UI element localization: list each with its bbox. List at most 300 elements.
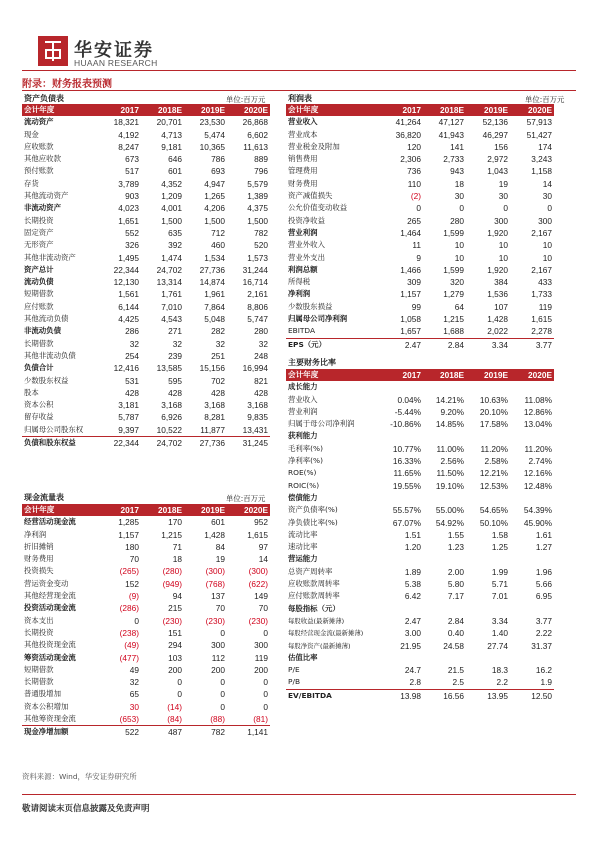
row-label: 负债和股东权益 [22, 437, 98, 450]
cell-value: 119 [254, 652, 268, 663]
cell-value: 673 [125, 154, 139, 165]
row-label: EV/EBITDA [286, 689, 380, 702]
cell-value: 286 [125, 326, 139, 337]
cell-value: 1,500 [204, 215, 225, 226]
table-row [22, 165, 270, 177]
row-label: 预付账款 [24, 166, 54, 176]
cell-value: 6,602 [247, 129, 268, 140]
cell-value: (230) [162, 615, 182, 626]
cell-value: 22,344 [113, 264, 139, 275]
cell-value: 1,389 [247, 191, 268, 202]
cell-value: 428 [168, 387, 182, 398]
row-label: 长期借款 [24, 338, 54, 348]
cell-value: 13,314 [156, 277, 182, 288]
cell-value: 10.77% [392, 443, 421, 454]
cell-value: 300 [538, 215, 552, 226]
cell-value: 32 [215, 338, 225, 349]
cell-value: 49 [129, 664, 139, 675]
table-row [286, 202, 554, 214]
cell-value: 782 [184, 726, 227, 739]
column-header-label: 会计年度 [286, 369, 380, 381]
cell-value: 13.04% [523, 419, 552, 430]
table-row [286, 129, 554, 141]
row-label: 其他应收款 [24, 154, 61, 164]
cell-value: 107 [494, 301, 508, 312]
cell-value: 8,806 [247, 301, 268, 312]
balance-sheet-table [22, 104, 270, 449]
cell-value: 0 [220, 689, 225, 700]
cell-value: 174 [538, 141, 552, 152]
cell-value: 1,961 [204, 289, 225, 300]
cell-value: 3.34 [466, 338, 510, 351]
cell-value [510, 603, 554, 615]
cell-value: 4,192 [118, 129, 139, 140]
cell-value [380, 652, 423, 664]
cell-value: 1,466 [400, 264, 421, 275]
cell-value: 300 [494, 215, 508, 226]
cell-value: 460 [211, 240, 225, 251]
cell-value: 149 [254, 591, 268, 602]
cell-value: 4,713 [161, 129, 182, 140]
cell-value: 8,281 [204, 412, 225, 423]
cell-value: 10 [542, 252, 552, 263]
table-row [22, 529, 270, 541]
cell-value [466, 553, 510, 565]
cell-value: 12.21% [479, 468, 508, 479]
cell-value: 635 [168, 227, 182, 238]
cell-value: 97 [258, 541, 268, 552]
cell-value: 1,428 [487, 314, 508, 325]
income-statement-unit: 单位:百万元 [525, 95, 565, 104]
cell-value: 151 [168, 627, 182, 638]
cell-value: 5,579 [247, 178, 268, 189]
source-note: 资料来源：Wind，华安证券研究所 [22, 772, 137, 781]
column-header-year: 2020E [227, 504, 270, 516]
cell-value: 384 [494, 277, 508, 288]
cell-value: 1.23 [447, 542, 464, 553]
column-header-year: 2018E [423, 104, 466, 116]
cell-value: 3,243 [531, 154, 552, 165]
cashflow-title: 现金流量表 [24, 493, 64, 502]
cell-value: (230) [205, 615, 225, 626]
cell-value: 18 [172, 554, 182, 565]
cell-value: 41,943 [438, 129, 464, 140]
row-label: 资本支出 [24, 615, 54, 625]
table-row [22, 615, 270, 627]
cell-value: 10.63% [479, 394, 508, 405]
cell-value: 36,820 [395, 129, 421, 140]
row-label: 投资净收益 [288, 215, 325, 225]
column-header-year: 2017 [98, 504, 141, 516]
cell-value: 31.37 [531, 640, 552, 651]
row-label: ROIC(%) [288, 480, 320, 490]
cell-value: 736 [407, 166, 421, 177]
table-row [22, 252, 270, 264]
row-label: 财务费用 [288, 178, 318, 188]
row-label: 流动负债 [24, 277, 54, 287]
cell-value: 4,375 [247, 203, 268, 214]
table-row [22, 437, 270, 450]
table-row [22, 313, 270, 325]
row-label: 归属于母公司净利润 [288, 419, 355, 429]
row-label: 投资损失 [24, 566, 54, 576]
cell-value: 2.74% [528, 456, 552, 467]
column-header-year: 2019E [466, 369, 510, 381]
cell-value: 1,657 [400, 326, 421, 337]
table-row [286, 418, 554, 430]
table-row [286, 652, 554, 664]
cell-value: 9,181 [161, 141, 182, 152]
cell-value: (14) [167, 701, 182, 712]
cell-value: 1,215 [161, 529, 182, 540]
cell-value: 280 [450, 215, 464, 226]
row-label: 营业税金及附加 [288, 141, 340, 151]
cell-value: 54.92% [435, 517, 464, 528]
cell-value: 1,058 [400, 314, 421, 325]
cell-value: 1,279 [443, 289, 464, 300]
cell-value: 55.00% [435, 505, 464, 516]
cell-value: 46,297 [482, 129, 508, 140]
row-label: 销售费用 [288, 154, 318, 164]
cell-value: 248 [254, 350, 268, 361]
cell-value: 1.27 [535, 542, 552, 553]
cell-value: 18 [454, 178, 464, 189]
cell-value: 2,278 [531, 326, 552, 337]
table-row [286, 239, 554, 251]
row-label: 流动资产 [24, 117, 54, 127]
cell-value [510, 381, 554, 393]
table-row [286, 553, 554, 565]
cell-value: 5,747 [247, 314, 268, 325]
row-label: 现金净增加额 [22, 726, 98, 739]
cell-value: 57,913 [526, 117, 552, 128]
row-label: 其他非流动负债 [24, 350, 76, 360]
cell-value: 19.10% [435, 480, 464, 491]
cell-value: 12.86% [523, 406, 552, 417]
table-row [286, 215, 554, 227]
cell-value: 601 [168, 166, 182, 177]
row-label: 所得税 [288, 277, 311, 287]
cell-value [466, 430, 510, 442]
cell-value: 10 [542, 240, 552, 251]
table-row [286, 178, 554, 190]
cell-value: 4,352 [161, 178, 182, 189]
table-row [22, 664, 270, 676]
cell-value: 1,920 [487, 264, 508, 275]
cell-value: 32 [172, 338, 182, 349]
row-label: 现金 [24, 129, 39, 139]
row-label: 长期投资 [24, 627, 54, 637]
cell-value: 0 [220, 701, 225, 712]
table-row [22, 726, 270, 739]
appendix-title: 附录：财务报表预测 [22, 79, 112, 90]
cell-value: 9.20% [440, 406, 464, 417]
cell-value: 54.39% [523, 505, 552, 516]
cell-value: 4,543 [161, 314, 182, 325]
row-label: 每股收益(最新摊薄) [288, 616, 345, 625]
table-row [22, 178, 270, 190]
cell-value: 30 [542, 191, 552, 202]
cell-value: 280 [254, 326, 268, 337]
cell-value: 3.77 [535, 615, 552, 626]
cell-value: 4,425 [118, 314, 139, 325]
cell-value: 1.51 [404, 529, 421, 540]
cell-value: (280) [162, 566, 182, 577]
cell-value: 1,474 [161, 252, 182, 263]
cell-value [423, 652, 466, 664]
cell-value: 428 [125, 387, 139, 398]
cell-value: 141 [450, 141, 464, 152]
table-row [286, 227, 554, 239]
cell-value: 300 [254, 640, 268, 651]
row-label: EBITDA [288, 326, 316, 336]
cell-value [510, 492, 554, 504]
cell-value: 522 [98, 726, 141, 739]
cell-value: 64 [454, 301, 464, 312]
cell-value: 1,500 [161, 215, 182, 226]
cell-value: (230) [248, 615, 268, 626]
row-label: 负债合计 [24, 363, 54, 373]
cell-value: 1,688 [443, 326, 464, 337]
cell-value: 2,306 [400, 154, 421, 165]
table-row [22, 288, 270, 300]
cell-value: 18,321 [113, 117, 139, 128]
row-label: 固定资产 [24, 227, 54, 237]
table-row [286, 467, 554, 479]
cell-value: 3.77 [510, 338, 554, 351]
cell-value [466, 652, 510, 664]
column-header-year: 2018E [141, 104, 184, 116]
cell-value: 22,344 [98, 437, 141, 450]
cell-value [423, 553, 466, 565]
cell-value: 5,787 [118, 412, 139, 423]
cell-value [423, 381, 466, 393]
row-label: 少数股东权益 [24, 375, 69, 385]
row-label: 筹资活动现金流 [24, 652, 76, 662]
row-label: 每股净资产(最新摊薄) [288, 641, 351, 650]
row-label: 资产负债率(%) [288, 505, 338, 515]
row-label: 管理费用 [288, 166, 318, 176]
column-header-year: 2018E [141, 504, 184, 516]
cell-value: 4,001 [161, 203, 182, 214]
table-header-row [22, 504, 270, 516]
cell-value: 1.9 [540, 677, 552, 688]
financial-ratios-table [286, 369, 554, 702]
cell-value: 1,157 [118, 529, 139, 540]
cell-value: 54.65% [479, 505, 508, 516]
cell-value: (300) [248, 566, 268, 577]
table-row [286, 492, 554, 504]
cell-value: 30 [454, 191, 464, 202]
cell-value: 14.21% [435, 394, 464, 405]
table-row [286, 480, 554, 492]
cell-value: 47,127 [438, 117, 464, 128]
table-row [22, 590, 270, 602]
cell-value [380, 553, 423, 565]
cell-value: 1,043 [487, 166, 508, 177]
cell-value: (286) [119, 603, 139, 614]
table-row [286, 116, 554, 128]
income-statement-table [286, 104, 554, 351]
cell-value: 309 [407, 277, 421, 288]
cell-value: 326 [125, 240, 139, 251]
cell-value: (84) [167, 714, 182, 725]
cell-value: 3.34 [491, 615, 508, 626]
table-row [22, 264, 270, 276]
cell-value: 782 [254, 227, 268, 238]
cell-value: 200 [254, 664, 268, 675]
cell-value: 99 [411, 301, 421, 312]
row-label: 经营活动现金流 [24, 517, 76, 527]
cell-value: 1,599 [443, 227, 464, 238]
table-row [22, 578, 270, 590]
cell-value: 1.99 [491, 566, 508, 577]
table-row [22, 541, 270, 553]
cell-value: 11,613 [243, 141, 268, 152]
cell-value: 21.95 [400, 640, 421, 651]
table-row [286, 590, 554, 602]
cell-value: 12.50 [510, 689, 554, 702]
cell-value: 1,500 [247, 215, 268, 226]
cell-value: 2.22 [535, 628, 552, 639]
row-label: 偿债能力 [288, 492, 318, 502]
row-label: 净负债比率(%) [288, 517, 338, 527]
row-label: P/B [288, 677, 301, 687]
cell-value: 31,245 [227, 437, 270, 450]
cell-value: 1,464 [400, 227, 421, 238]
cell-value: 0 [416, 203, 421, 214]
cell-value: 200 [168, 664, 182, 675]
cell-value: 119 [538, 301, 552, 312]
cell-value: 180 [125, 541, 139, 552]
cell-value: 0.04% [397, 394, 421, 405]
table-row [22, 153, 270, 165]
cell-value: 24.58 [443, 640, 464, 651]
row-label: 利润总额 [288, 264, 318, 274]
cell-value: 531 [125, 375, 139, 386]
cell-value: (49) [124, 640, 139, 651]
cell-value: 702 [211, 375, 225, 386]
table-row [22, 276, 270, 288]
row-label: 无形资产 [24, 240, 54, 250]
brand-name-cn: 华安证券 [74, 40, 154, 61]
cell-value: 71 [172, 541, 182, 552]
cell-value: 10,522 [156, 424, 182, 435]
table-row [22, 701, 270, 713]
cell-value: 1,651 [118, 215, 139, 226]
column-header-year: 2019E [184, 504, 227, 516]
table-row [286, 394, 554, 406]
cell-value: (2) [410, 191, 421, 202]
table-header-row [22, 104, 270, 116]
cell-value: 94 [172, 591, 182, 602]
cell-value: 1,573 [247, 252, 268, 263]
cashflow-table [22, 504, 270, 739]
cell-value: 903 [125, 191, 139, 202]
table-row [286, 504, 554, 516]
cell-value: 1,733 [531, 289, 552, 300]
cell-value [510, 652, 554, 664]
table-row [286, 288, 554, 300]
row-label: 短期借款 [24, 289, 54, 299]
cell-value: 1.25 [491, 542, 508, 553]
cell-value: 889 [254, 154, 268, 165]
cell-value: 3,789 [118, 178, 139, 189]
table-row [22, 190, 270, 202]
row-label: 每股指标（元） [288, 603, 340, 613]
cell-value: 14 [258, 554, 268, 565]
cell-value: 2,022 [487, 326, 508, 337]
cell-value: 4,023 [118, 203, 139, 214]
cell-value: 10 [454, 240, 464, 251]
cell-value: 520 [254, 240, 268, 251]
cell-value: 1,141 [227, 726, 270, 739]
cell-value: 8,247 [118, 141, 139, 152]
cell-value: 1,209 [161, 191, 182, 202]
table-row [286, 338, 554, 351]
cell-value: 300 [211, 640, 225, 651]
row-label: 其他投资现金流 [24, 640, 76, 650]
row-label: 折旧摊销 [24, 541, 54, 551]
table-row [22, 387, 270, 399]
cell-value: 433 [538, 277, 552, 288]
cell-value: 821 [254, 375, 268, 386]
cell-value: 3,181 [118, 400, 139, 411]
cell-value: 70 [258, 603, 268, 614]
table-row [286, 676, 554, 689]
row-label: 资产减值损失 [288, 191, 333, 201]
cell-value: 9,835 [247, 412, 268, 423]
row-label: 净利润 [288, 289, 311, 299]
table-row [286, 430, 554, 442]
balance-sheet-title: 资产负债表 [24, 94, 64, 103]
cell-value: 1,428 [204, 529, 225, 540]
cell-value: 1.89 [404, 566, 421, 577]
cell-value: 9 [416, 252, 421, 263]
cell-value: 70 [129, 554, 139, 565]
table-header-row [286, 369, 554, 381]
cell-value: 1,265 [204, 191, 225, 202]
cell-value: 4,206 [204, 203, 225, 214]
cell-value: 1.96 [535, 566, 552, 577]
row-label: 获利能力 [288, 431, 318, 441]
cell-value: 0 [177, 677, 182, 688]
cell-value: 12.48% [523, 480, 552, 491]
cell-value: 67.07% [392, 517, 421, 528]
cell-value: 2,161 [247, 289, 268, 300]
cell-value: 9,397 [118, 424, 139, 435]
cell-value: 2,167 [531, 264, 552, 275]
table-header-row [286, 104, 554, 116]
table-row [22, 411, 270, 423]
table-row [22, 141, 270, 153]
table-row [22, 652, 270, 664]
cell-value: 6,144 [118, 301, 139, 312]
row-label: 净利率(%) [288, 456, 323, 466]
table-row [286, 541, 554, 553]
cell-value [423, 603, 466, 615]
cell-value: 1,536 [487, 289, 508, 300]
cell-value: 17.58% [479, 419, 508, 430]
table-row [22, 688, 270, 700]
cell-value: 11,877 [200, 424, 225, 435]
column-header-label: 会计年度 [22, 504, 98, 516]
table-row [22, 553, 270, 565]
balance-sheet-unit: 单位:百万元 [226, 95, 266, 104]
cell-value: 0 [503, 203, 508, 214]
cell-value: 11.50% [436, 468, 464, 479]
cell-value: 0 [177, 689, 182, 700]
